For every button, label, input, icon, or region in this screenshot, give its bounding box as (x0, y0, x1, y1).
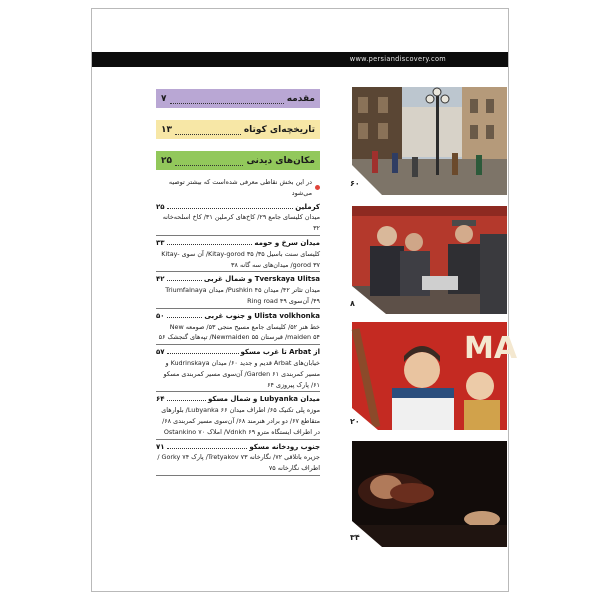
toc-section[interactable] (156, 274, 320, 308)
toc-section[interactable] (156, 202, 320, 236)
section-title: میدان Lubyanka و شمال مسکو (207, 395, 320, 404)
section-title: جنوب رودخانه مسکو (249, 442, 320, 451)
section-body: خط هنر ۵۲/ کلیسای جامع مسیح منجی ۵۳/ صومعه New maiden ۵۴/ قبرستان Newmaiden ۵۵/ تپه‌های گنجشک ۵۶ (156, 322, 320, 346)
section-title: کرملین (295, 202, 320, 211)
band-label: مکان‌های دیدنی (246, 155, 315, 166)
toc-list (156, 177, 320, 478)
dot-leader (167, 280, 202, 281)
photo-street-scene (352, 87, 507, 195)
section-title: میدان سرخ و حومه (254, 238, 320, 247)
band-page: ۲۵ (161, 155, 172, 166)
band-label: تاریخچه‌ای کوتاه (243, 124, 315, 135)
section-page: ۶۴ (156, 395, 165, 404)
section-page: ۷۱ (156, 442, 165, 451)
band-page: ۱۳ (161, 124, 172, 135)
photo-chess-players (352, 206, 507, 314)
dot-leader (175, 125, 241, 135)
section-body: موزه پلی تکنیک ۶۵/ اطراف میدان Lubyanka ۶۶/ بلوارهای متقاطع ۶۷/ دو برادر هنرمند ۶۸/ آن‌سوی مسیر کمربندی ۶۸/ در اطراف ایستگاه مترو Vdnkh ۶۹/ املاک Ostankino ۷۰ (156, 405, 320, 439)
band-introduction[interactable] (156, 89, 320, 108)
dot-leader (170, 94, 284, 104)
dot-leader (167, 317, 203, 318)
photo-page-number: ۳۴ (350, 533, 360, 542)
band-sights[interactable] (156, 151, 320, 170)
toc-section[interactable] (156, 347, 320, 392)
section-body: خیابان‌های Arbat قدیم و جدید ۶۰/ میدان Kudrinskaya و مسیر کمربندی Garden ۶۱/ آن‌سوی مسیر کمربندی مسکو ۶۱/ پارک پیروزی ۶۴ (156, 358, 320, 392)
section-body: کلیسای سنت باسیل ۳۵/ Kitay-gorod ۳۵/ آن سوی Kitay-gorod ۳۷/ میدان‌های سه گانه ۳۸ (156, 249, 320, 273)
section-title: از Arbat تا غرب مسکو (240, 348, 320, 357)
photo-page-number: ۶۰ (350, 179, 360, 188)
band-page: ۷ (161, 93, 167, 104)
dot-leader (167, 353, 239, 354)
section-title: Ulista volkhonka و جنوب غربی (204, 311, 320, 320)
band-label: مقدمه (286, 93, 315, 104)
book-page (91, 8, 518, 592)
section-page: ۲۵ (156, 202, 165, 211)
toc-section[interactable] (156, 394, 320, 439)
photo-dark-interior (352, 441, 507, 547)
recommendation-note (156, 177, 320, 199)
red-dot-icon (315, 185, 320, 190)
photo-soviet-poster (352, 322, 518, 430)
band-history[interactable] (156, 120, 320, 139)
section-title: Tverskaya Ulitsa و شمال غربی (203, 275, 320, 284)
section-page: ۴۲ (156, 275, 165, 284)
dot-leader (175, 156, 243, 166)
dot-leader (167, 448, 248, 449)
dot-leader (167, 400, 206, 401)
website-url: www.persiandiscovery.com (349, 55, 446, 63)
section-page: ۵۷ (156, 348, 165, 357)
dot-leader (167, 244, 253, 245)
section-page: ۵۰ (156, 311, 165, 320)
header-bar (92, 52, 508, 67)
toc-section[interactable] (156, 311, 320, 345)
note-text: در این بخش نقاطی معرفی شده‌است که بیشتر توصیه می‌شود (168, 178, 312, 197)
toc-section[interactable] (156, 238, 320, 272)
section-body: جزیره باتلاقی ۷۲/ نگارخانه Tretyakov ۷۳/ پارک Gorky ۷۴ / اطراف نگارخانه ۷۵ (156, 452, 320, 476)
photo-page-number: ۲۰ (350, 417, 360, 426)
photo-page-number: ۸ (350, 299, 355, 308)
section-body: میدان کلیسای جامع ۲۹/ کاخ‌های کرملین ۳۱/ کاخ اسلحه‌خانه ۳۲ (156, 212, 320, 236)
section-page: ۳۳ (156, 238, 165, 247)
toc-section[interactable] (156, 442, 320, 476)
dot-leader (167, 208, 294, 209)
poster-lettering: МА (464, 331, 518, 366)
section-body: میدان تئاتر ۴۲/ میدان Pushkin ۴۵/ میدان Triumfalnaya ۴۹/ آن‌سوی Ring road ۴۹ (156, 285, 320, 309)
